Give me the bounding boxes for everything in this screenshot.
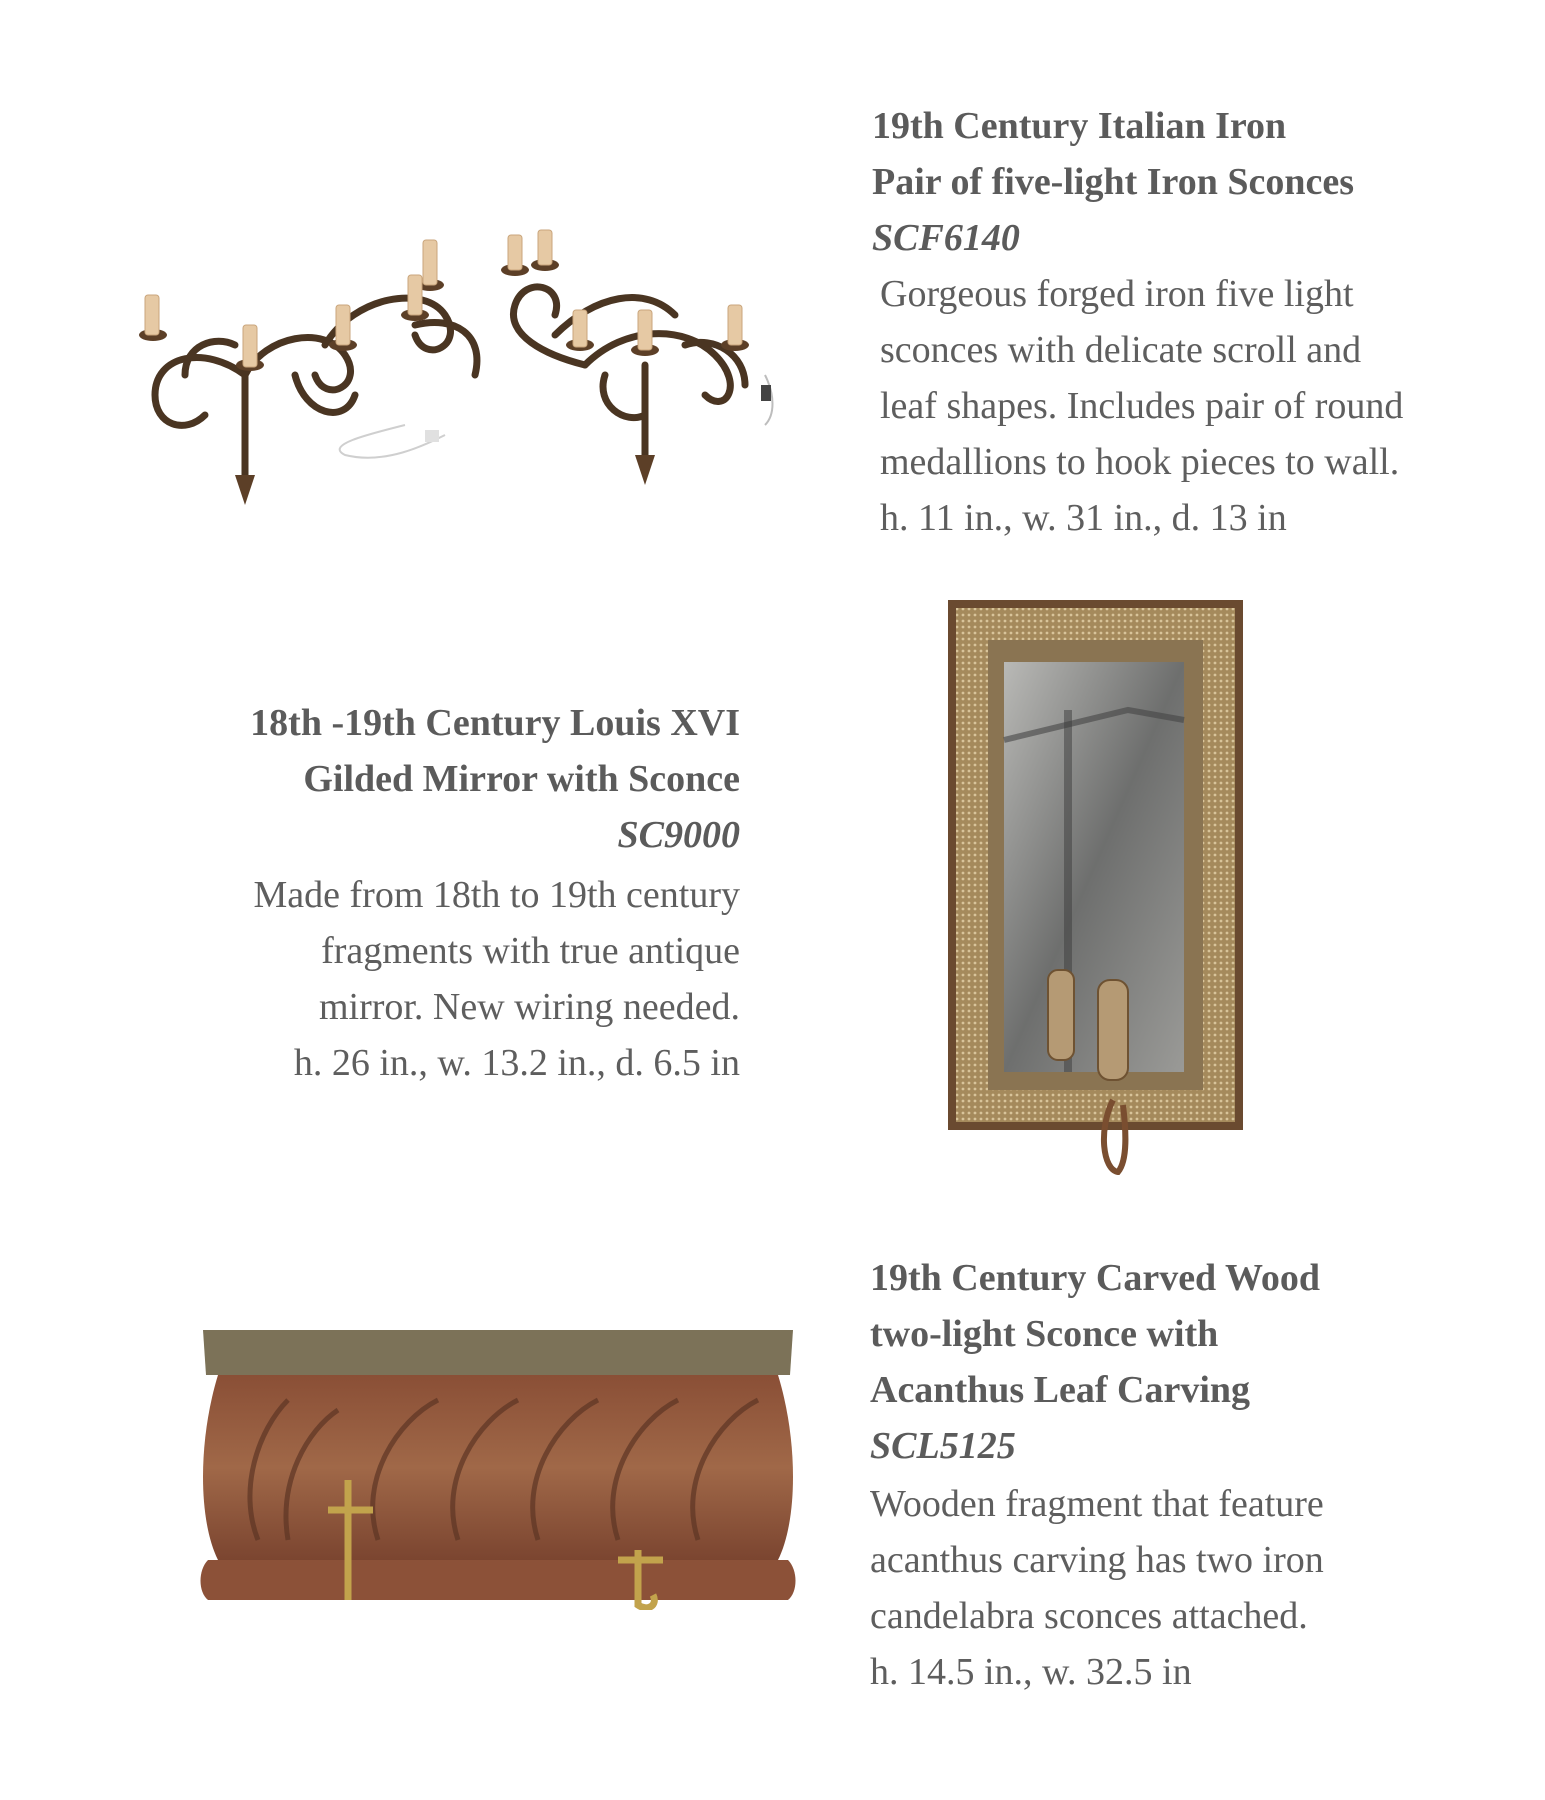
product-2-title-line-1: 18th -19th Century Louis XVI bbox=[250, 702, 740, 744]
product-2-code: SC9000 bbox=[617, 814, 740, 856]
product-1-description bbox=[872, 266, 1472, 546]
product-3-dimensions: h. 14.5 in., w. 32.5 in bbox=[870, 1651, 1192, 1693]
product-1-details bbox=[872, 98, 1472, 546]
product-2-desc-line-1: Made from 18th to 19th century bbox=[253, 874, 740, 916]
product-3-code: SCL5125 bbox=[870, 1425, 1016, 1467]
product-3-desc-line-3: candelabra sconces attached. bbox=[870, 1595, 1308, 1637]
product-1-code: SCF6140 bbox=[872, 217, 1020, 259]
product-3-title-line-3: Acanthus Leaf Carving bbox=[870, 1369, 1251, 1411]
product-1-desc-line-2: sconces with delicate scroll and bbox=[880, 329, 1362, 371]
product-1-title-line-1: 19th Century Italian Iron bbox=[872, 105, 1287, 147]
product-3-title-line-2: two-light Sconce with bbox=[870, 1313, 1219, 1355]
product-1-desc-line-1: Gorgeous forged iron five light bbox=[880, 273, 1354, 315]
product-2-dimensions: h. 26 in., w. 13.2 in., d. 6.5 in bbox=[293, 1042, 740, 1084]
product-1-title-line-2: Pair of five-light Iron Sconces bbox=[872, 161, 1354, 203]
product-3-title-line-1: 19th Century Carved Wood bbox=[870, 1257, 1321, 1299]
product-2-details bbox=[130, 695, 740, 1091]
product-1-desc-line-3: leaf shapes. Includes pair of round bbox=[880, 385, 1404, 427]
iron-sconces-image bbox=[125, 225, 805, 510]
product-3-desc-line-2: acanthus carving has two iron bbox=[870, 1539, 1324, 1581]
product-1-dimensions: h. 11 in., w. 31 in., d. 13 in bbox=[880, 497, 1287, 539]
gilded-mirror-image bbox=[948, 600, 1248, 1175]
product-3-desc-line-1: Wooden fragment that feature bbox=[870, 1483, 1324, 1525]
product-3-description bbox=[870, 1476, 1490, 1700]
product-1-desc-line-4: medallions to hook pieces to wall. bbox=[880, 441, 1400, 483]
carved-wood-sconce-image bbox=[198, 1320, 798, 1610]
product-2-description bbox=[130, 867, 740, 1091]
product-3-details bbox=[870, 1250, 1490, 1700]
product-2-title-line-2: Gilded Mirror with Sconce bbox=[303, 758, 740, 800]
product-2-desc-line-2: fragments with true antique bbox=[321, 930, 740, 972]
product-2-desc-line-3: mirror. New wiring needed. bbox=[318, 986, 740, 1028]
